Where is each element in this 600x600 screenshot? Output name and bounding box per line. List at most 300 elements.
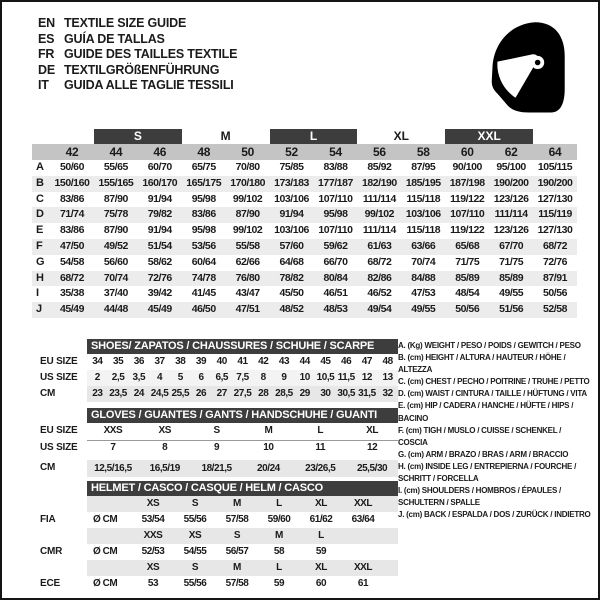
value-cell: 103/106 [405,208,441,221]
size-cell: XXL [353,497,373,509]
value-cell: 105/115 [537,161,573,173]
size-cell: 52 [285,145,298,159]
size-cell: L [276,497,282,509]
value-cell: 47 [361,356,373,367]
value-cell: 48 [382,356,393,367]
size-group-cell: S [94,129,182,144]
gloves-table [32,408,398,477]
size-cell: XS [146,497,160,509]
row-label: US SIZE [40,441,78,453]
value-cell: 67/70 [499,239,524,252]
value-cell: 85/89 [499,271,524,284]
value-cell: 48/52 [279,303,304,316]
value-cell: 41/45 [191,287,216,300]
row-label: EU SIZE [40,356,78,367]
value-cell: 111/114 [494,208,528,221]
size-cell: S [233,529,241,541]
value-cell: 75/85 [279,161,304,173]
value-cell: 16,5/19 [149,463,180,474]
value-cell: 160/170 [142,176,178,189]
value-cell: 46/51 [323,287,348,300]
size-cell: S [191,561,199,573]
size-cell: 46 [153,145,167,159]
value-cell: 107/110 [450,208,485,221]
value-cell: 40 [216,356,227,367]
size-cell [342,528,384,544]
measurement-row [32,255,577,271]
value-cell: 95/100 [496,161,526,173]
value-cell: 91/94 [279,208,304,221]
spacer [87,560,132,576]
value-cell: 39 [195,356,207,367]
value-cell: 68/72 [367,255,392,268]
value-cell: 62/66 [235,255,260,268]
value-cell: 52/58 [543,303,568,316]
value-cell: 59 [315,545,327,557]
value-cell: 10 [299,372,310,383]
value-cell: 42 [258,356,269,367]
row-label: US SIZE [40,372,78,383]
value-cell: 55/56 [183,513,207,525]
value-cell: 63/66 [411,239,436,252]
value-cell: 57/58 [225,513,249,525]
unit-label: Ø CM [93,545,118,557]
value-cell: 99/102 [232,224,263,237]
value-cell: 51/54 [147,239,172,252]
value-cell: 10,5 [316,372,335,383]
measurement-row [32,207,577,223]
value-cell: 95/98 [191,192,216,205]
value-cell: 66/70 [323,255,348,268]
value-cell: 55/65 [103,161,128,173]
value-cell: 60 [315,577,327,589]
shoes-rows [32,354,398,402]
row-letter: I [36,287,40,300]
value-cell: 31,5 [358,388,376,399]
value-cell: 185/195 [405,176,441,189]
legend-item: D. (cm) WAIST / CINTURA / TAILLE / HÜFTUNG / VITA [398,389,587,399]
value-cell: 123/126 [493,192,529,205]
value-cell: 68/72 [59,271,84,284]
value-cell: 47/53 [411,287,436,300]
value-cell: 2 [94,372,100,383]
value-cell: 9 [281,372,287,383]
value-cell: 76/80 [235,271,260,284]
value-cell: 47/50 [59,239,84,252]
value-cell: 119/122 [450,224,485,237]
row-label: CM [40,388,56,399]
helmet-rows [32,496,398,592]
legend-item: F. (cm) TIGH / MUSLO / CUISSE / SCHENKEL / COSCIA [398,425,562,447]
value-cell: 182/190 [361,176,397,189]
measurement-row [32,271,577,287]
value-cell: S [213,425,220,436]
value-cell: 44 [299,356,310,367]
value-cell: 71/74 [59,208,84,221]
shoes-row [32,370,398,386]
unit-label: Ø CM [93,513,118,525]
value-cell: 82/86 [367,271,392,284]
value-cell: 78/82 [279,271,304,284]
value-cell: 60/64 [191,255,216,268]
value-cell: 28,5 [275,388,293,399]
legend-item: C. (cm) CHEST / PECHO / POITRINE / TRUHE / PETTO [398,377,590,387]
value-cell: 5 [177,372,183,383]
language-row [38,47,237,63]
value-cell: 190/200 [493,176,529,189]
value-cell: 49/54 [367,303,392,316]
row-letter: A [36,161,44,173]
cells [87,576,398,592]
size-cell: XXS [143,529,163,541]
helmet-data-row [32,544,398,560]
value-cell: 56/60 [103,255,128,268]
row-letter: E [36,224,44,237]
size-cell: M [233,497,241,509]
value-cell: 127/130 [537,192,573,205]
spacer [32,144,50,160]
helmet-logo-icon [486,18,568,116]
cells [87,440,398,457]
standard-label: ECE [40,577,60,589]
measurement-row [32,176,577,192]
value-cell: 41 [237,356,248,367]
value-cell: 61 [357,577,369,589]
shoes-header: SHOES/ ZAPATOS / CHAUSSURES / SCHUHE / SCARPE [87,339,398,354]
size-cell: S [191,497,199,509]
value-cell: 23,5 [109,388,127,399]
spacer [533,129,577,144]
standard-label: FIA [40,513,56,525]
size-cell: 42 [65,145,79,159]
value-cell: 59/60 [267,513,291,525]
value-cell: 72/76 [147,271,172,284]
value-cell [342,544,384,560]
value-cell: XS [158,425,171,436]
value-cell: 65/68 [455,239,480,252]
size-group-cell: L [270,129,358,144]
lower-tables [32,339,398,592]
value-cell: 127/130 [537,224,573,237]
value-cell: 71/75 [455,255,480,268]
value-cell: 23/26,5 [305,463,336,474]
value-cell: 3,5 [132,372,146,383]
value-cell: 95/98 [323,208,348,221]
value-cell: 57/58 [225,577,249,589]
value-cell: 111/114 [362,224,396,237]
value-cell: 103/106 [274,224,309,237]
value-cell: 9 [214,441,220,453]
value-cell: 61/62 [309,513,333,525]
row-letter: D [36,208,44,221]
value-cell: 170/180 [230,176,266,189]
gloves-row [32,423,398,440]
value-cell: 27,5 [233,388,252,399]
value-cell: 46/50 [191,303,216,316]
value-cell: 60/70 [147,161,172,173]
value-cell: 95/98 [191,224,216,237]
legend-item: G. (cm) ARM / BRAZO / BRAS / ARM / BRACCIO [398,449,569,459]
value-cell: 30 [320,388,331,399]
value-cell: 155/165 [98,176,134,189]
value-cell: 83/88 [323,161,348,173]
size-cell: XL [315,561,327,573]
row-letter: F [36,239,43,252]
value-cell: 52/53 [141,545,165,557]
value-cell: XXS [103,425,123,436]
value-cell: 49/55 [499,287,524,300]
value-cell: 59 [273,577,285,589]
value-cell: 6,5 [215,372,229,383]
value-cell: 83/86 [59,192,84,205]
value-cell: 38 [175,356,186,367]
cells [87,496,398,512]
language-name: TEXTILE SIZE GUIDE [64,16,187,30]
value-cell: 8 [162,441,168,453]
value-cell: 55/58 [235,239,260,252]
measurement-row [32,192,577,208]
value-cell: 83/86 [191,208,216,221]
helmet-table [32,481,398,592]
value-cell: 7,5 [236,372,249,383]
value-cell: 87/90 [235,208,260,221]
value-cell: 4 [156,372,163,383]
value-cell: 61/63 [367,239,392,252]
helmet-size-row [32,560,398,576]
legend-item: B. (cm) HEIGHT / ALTURA / HAUTEUR / HÖHE / ALTEZZA [398,353,566,375]
value-cell: 83/86 [59,224,84,237]
unit-label: Ø CM [93,577,118,589]
value-cell: 58 [273,545,285,557]
language-row [38,78,237,94]
value-cell: 71/75 [499,255,524,268]
language-code: EN [38,16,55,30]
row-label: EU SIZE [40,425,78,436]
value-cell: 99/102 [232,192,263,205]
value-cell: 115/119 [538,208,572,221]
value-cell: 57/60 [279,239,304,252]
helmet-size-row [32,528,398,544]
helmet-data-row [32,576,398,592]
cells [87,354,398,370]
value-cell: 35 [112,356,124,367]
size-cell: 50 [241,145,254,159]
language-name: GUIDE DES TAILLES TEXTILE [64,47,238,62]
value-cell: 20/24 [257,463,280,474]
row-letter: G [36,255,45,268]
gloves-row [32,440,398,457]
value-cell: 80/84 [323,271,348,284]
value-cell: 50/56 [455,303,480,316]
row-letter: C [36,192,44,205]
language-name: GUIDA ALLE TAGLIE TESSILI [64,78,234,93]
spacer [87,496,132,512]
value-cell: 56/57 [225,545,249,557]
helmet-data-row [32,512,398,528]
value-cell: 43 [278,356,290,367]
row-label [32,496,87,512]
value-cell: 50/56 [543,287,568,300]
row-letter: H [36,271,44,284]
size-cell: 60 [460,145,474,159]
language-name: TEXTILGRÖßENFÜHRUNG [64,62,220,77]
value-cell: 36 [133,356,144,367]
language-code: FR [38,47,55,62]
language-row [38,16,237,32]
value-cell: 111/114 [362,192,396,205]
measurement-row [32,302,577,318]
value-cell: 34 [92,356,103,367]
helmet-header: HELMET / CASCO / CASQUE / HELM / CASCO [87,481,398,496]
value-cell: 27 [216,388,227,399]
value-cell: 115/118 [406,224,441,237]
value-cell: 90/100 [452,161,482,173]
value-cell: 79/82 [147,208,172,221]
value-cell: 45/49 [59,303,84,316]
value-cell: 59/62 [323,239,348,252]
value-cell: L [317,425,324,436]
value-cell: 18/21,5 [201,463,232,474]
language-list [38,16,237,94]
value-cell: 150/160 [54,176,90,189]
value-cell: 177/187 [318,176,353,189]
value-cell: 25,5/30 [356,463,388,474]
value-cell: 46/52 [367,287,392,300]
value-cell: 32 [382,388,393,399]
cells [87,544,398,560]
value-cell: 99/102 [364,208,395,221]
value-cell: 70/80 [235,161,260,173]
value-cell: 28 [258,388,269,399]
measurement-row [32,223,577,239]
size-group-cell: M [220,129,231,143]
size-cell: L [276,561,282,573]
value-cell: 25,5 [171,388,190,399]
value-cell: 10 [263,441,274,453]
value-cell: 87/90 [103,192,128,205]
value-cell: 64/68 [279,255,304,268]
value-cell: XL [366,425,379,436]
gloves-row [32,460,398,477]
value-cell: 39/42 [147,287,172,300]
value-cell: 53/54 [141,513,165,525]
helmet-size-row [32,496,398,512]
value-cell: 24 [133,388,144,399]
value-cell: 70/74 [103,271,128,284]
value-cell: 47/51 [235,303,260,316]
legend-item: H. (cm) INSIDE LEG / ENTREPIERNA / FOURCHE / SCHRITT / FORCELLA [398,461,577,484]
measurement-row [32,239,577,255]
value-cell: 45/49 [147,303,172,316]
size-cell: 44 [109,145,123,159]
value-cell: 45/50 [279,287,304,300]
shoes-row [32,354,398,370]
value-cell: 44/48 [103,303,128,316]
value-cell: 187/198 [449,176,485,189]
size-cell: XXL [353,561,373,573]
cells [87,370,398,386]
value-cell: 91/94 [147,224,172,237]
value-cell: 85/89 [455,271,480,284]
spacer [87,528,132,544]
value-cell: M [264,425,273,436]
size-cell: 56 [372,145,386,159]
main-size-table [32,129,577,318]
value-cell: 49/52 [103,239,128,252]
size-cell: XL [315,497,327,509]
value-cell: 107/110 [318,192,353,205]
value-cell: 37/40 [103,287,128,300]
value-cell: 123/126 [493,224,529,237]
value-cell: 74/78 [191,271,216,284]
measurement-legend [398,340,592,521]
row-label: CM [40,462,56,473]
value-cell: 65/75 [191,161,216,173]
value-cell: 72/76 [543,255,568,268]
language-row [38,32,237,48]
row-letter: B [36,176,44,189]
value-cell: 12 [366,441,378,453]
value-cell: 2,5 [111,372,125,383]
value-cell: 37 [154,356,165,367]
value-cell: 54/55 [183,545,207,557]
legend-item: I. (cm) SHOULDERS / HOMBROS / ÉPAULES / SCHULTERN / SPALLE [398,486,562,508]
value-cell: 63/64 [351,513,375,525]
gloves-header: GLOVES / GUANTES / GANTS / HANDSCHUHE / GUANTI [87,408,398,423]
cells [87,386,398,402]
legend-item: E. (cm) HIP / CADERA / HANCHE / HÜFTE / HIPS / BACINO [398,401,574,423]
value-cell: 55/56 [183,577,207,589]
value-cell: 87/95 [411,161,436,173]
value-cell: 13 [382,372,393,383]
value-cell: 70/74 [411,255,436,268]
row-label [32,560,87,576]
size-group-cell: XL [393,129,409,143]
value-cell: 48/54 [455,287,480,300]
value-cell: 12,5/16,5 [94,463,132,474]
value-cell: 103/106 [274,192,309,205]
size-group-row [32,129,577,144]
value-cell: 190/200 [537,176,573,189]
value-cell: 75/78 [103,208,128,221]
size-cell: 54 [329,145,342,159]
language-code: IT [38,78,49,93]
value-cell: 29 [299,388,310,399]
cells [87,460,398,477]
value-cell: 119/122 [450,192,485,205]
value-cell: 7 [110,441,116,453]
value-cell: 58/62 [147,255,172,268]
legend-item: A. (Kg) WEIGHT / PESO / POIDS / GEWITCH / PESO [398,341,581,350]
size-cell: 48 [197,145,211,159]
value-cell: 23 [92,388,103,399]
size-group-cell: XXL [445,129,533,144]
value-cell: 165/175 [186,176,222,189]
value-cell: 11 [315,441,326,453]
value-cell: 8 [260,372,266,383]
value-cell: 48/53 [323,303,348,316]
gloves-rows [32,423,398,477]
value-cell: 51/56 [499,303,524,316]
size-header-row [32,144,577,160]
spacer [32,129,94,144]
language-row [38,63,237,79]
standard-label: CMR [40,545,63,557]
value-cell: 46 [341,356,352,367]
value-cell: 54/58 [59,255,84,268]
value-cell: 107/110 [318,224,353,237]
cells [87,512,398,528]
